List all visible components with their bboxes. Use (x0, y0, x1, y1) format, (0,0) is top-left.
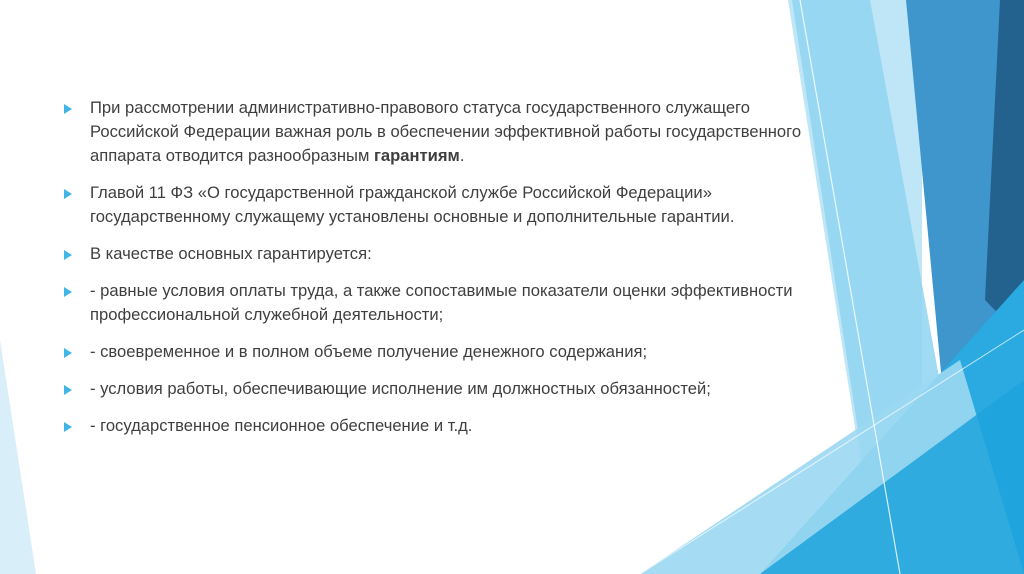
triangle-right-icon (64, 385, 72, 395)
triangle-right-icon (64, 250, 72, 260)
triangle-right-icon (64, 348, 72, 358)
triangle-right-icon (64, 422, 72, 432)
left-edge-sliver (0, 340, 36, 574)
bullet-tail: . (459, 146, 465, 165)
list-item (62, 279, 822, 327)
bullet-text: - условия работы, обеспечивающие исполнение им должностных обязанностей; (90, 379, 711, 398)
list-item (62, 340, 822, 364)
list-item (62, 377, 822, 401)
list-item (62, 96, 822, 168)
bullet-text: При рассмотрении административно-правового статуса государственного служащего Российской Федерации важная роль в обеспечении эффективной работы государственного аппарата отводится разнообразным (90, 98, 802, 165)
list-item (62, 181, 822, 229)
list-item (62, 414, 822, 438)
triangle-right-icon (64, 189, 72, 199)
bullet-text: В качестве основных гарантируется: (90, 244, 372, 263)
bullet-text: Главой 11 ФЗ «О государственной гражданской службе Российской Федерации» государственному служащему установлены основные и дополнительные гарантии. (90, 183, 735, 226)
triangle-right-icon (64, 287, 72, 297)
bullet-list (62, 96, 822, 451)
triangle-right-icon (64, 104, 72, 114)
bullet-text: - государственное пенсионное обеспечение и т.д. (90, 416, 473, 435)
bullet-text: - равные условия оплаты труда, а также сопоставимые показатели оценки эффективности профессиональной служебной деятельности; (90, 281, 793, 324)
bullet-text: - своевременное и в полном объеме получение денежного содержания; (90, 342, 648, 361)
bullet-bold-text: гарантиям (373, 146, 460, 165)
list-item (62, 242, 822, 266)
